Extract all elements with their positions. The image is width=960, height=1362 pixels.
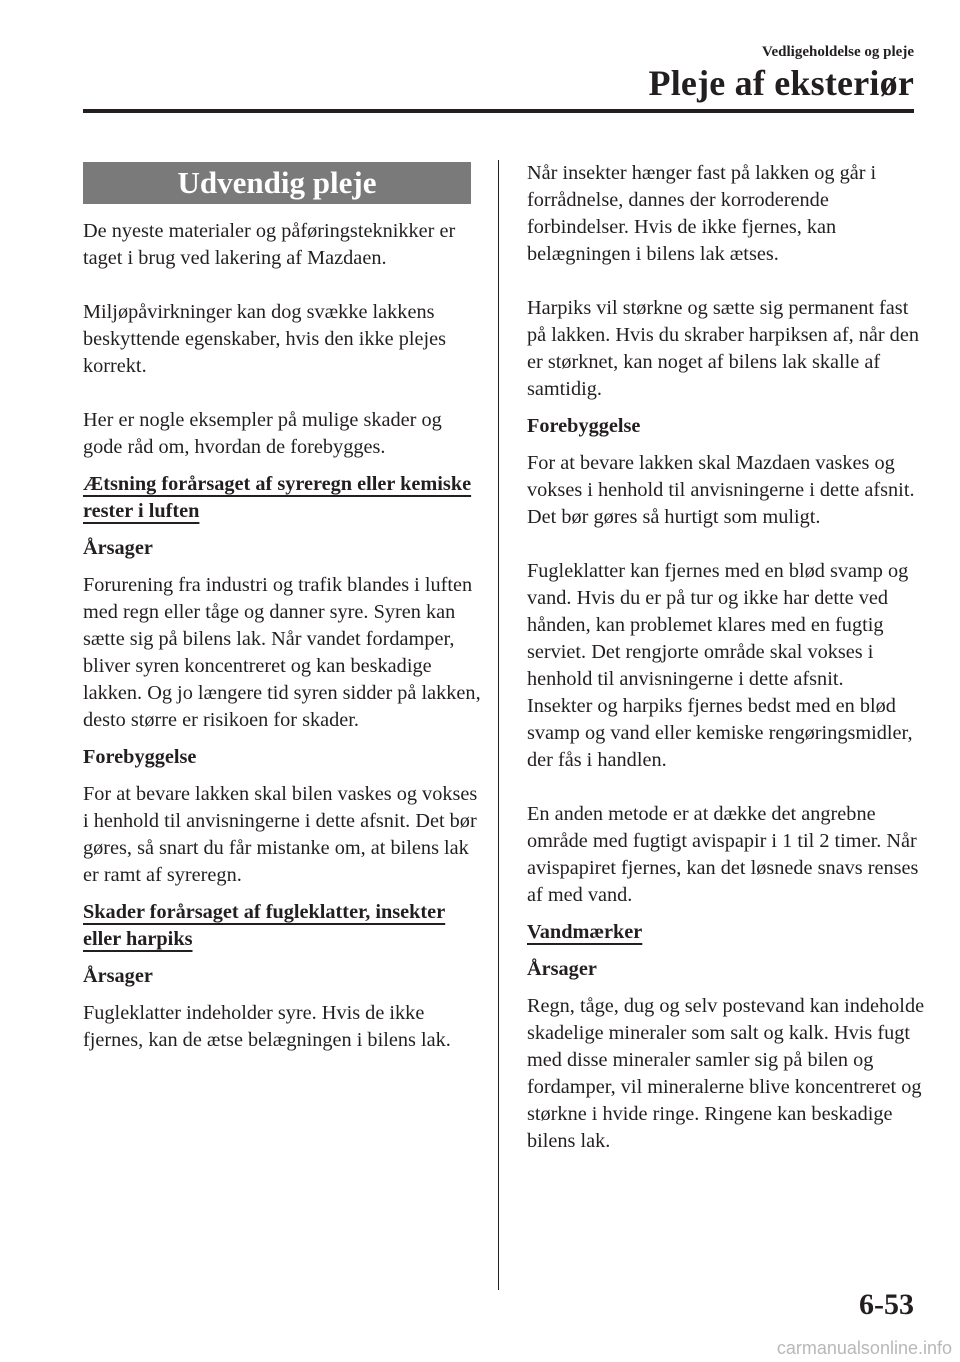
- causes-heading-3: Årsager: [527, 958, 597, 980]
- examples-paragraph: Her er nogle eksempler på mulige skader og gode råd om, hvordan de forebygges.: [83, 409, 442, 458]
- causes-heading-2: Årsager: [83, 965, 153, 987]
- water-causes-paragraph: Regn, tåge, dug og selv postevand kan indeholde skadelige mineraler som salt og kalk. Hvis fugt med disse mineraler samler sig på bilen og fordamper, vil mineralerne blive koncentreret og størkne i hvide ringe. Ringene kan beskadige bilens lak.: [527, 995, 925, 1152]
- bird-damage-heading: Skader forårsaget af fugleklatter, insekter eller harpiks: [83, 901, 446, 950]
- intro-paragraph: De nyeste materialer og påføringsteknikker er taget i brug ved lakering af Mazdaen.: [83, 220, 456, 269]
- environment-paragraph: Miljøpåvirkninger kan dog svække lakkens beskyttende egenskaber, hvis den ikke plejes korrekt.: [83, 301, 447, 377]
- prevention-heading: Forebyggelse: [83, 746, 197, 768]
- header-rule: [83, 109, 914, 113]
- insects-paragraph: Når insekter hænger fast på lakken og går i forrådnelse, dannes der korroderende forbindelser. Hvis de ikke fjernes, kan belægningen i bilens lak ætses.: [527, 162, 877, 265]
- section-label: Vedligeholdelse og pleje: [762, 44, 914, 60]
- causes-paragraph: Forurening fra industri og trafik blandes i luften med regn eller tåge og danner syre. Syren kan sætte sig på bilens lak. Når vandet fordamper, bliver syren koncentreret og kan beskadige lakken. Og jo længere tid syren sidder på lakken, desto større er risikoen for skader.: [83, 574, 481, 731]
- column-right: [527, 160, 927, 1155]
- prevention-paragraph: For at bevare lakken skal bilen vaskes og vokses i henhold til anvisningerne i dette afsnit. Det bør gøres, så snart du får mistanke om, at bilens lak er ramt af syreregn.: [83, 783, 478, 886]
- bird-causes-paragraph: Fugleklatter indeholder syre. Hvis de ikke fjernes, kan de ætse belægningen i bilens lak.: [83, 1002, 451, 1051]
- resin-paragraph: Harpiks vil størkne og sætte sig permanent fast på lakken. Hvis du skraber harpiksen af, når den er størknet, kan noget af bilens lak skalle af samtidig.: [527, 297, 919, 400]
- acid-rain-heading: Ætsning forårsaget af syreregn eller kemiske rester i luften: [83, 473, 472, 522]
- section-banner: Udvendig pleje: [83, 162, 471, 204]
- column-left: [83, 218, 483, 1054]
- prevention-paragraph-2: For at bevare lakken skal Mazdaen vaskes og vokses i henhold til anvisningerne i dette afsnit. Det bør gøres så hurtigt som muligt.: [527, 452, 915, 528]
- watermark: carmanualsonline.info: [776, 1338, 952, 1358]
- bird-removal-paragraph: Fugleklatter kan fjernes med en blød svamp og vand. Hvis du er på tur og ikke har dette ved hånden, kan problemet klares med en fugtig serviet. Det rengjorte område skal vokses i henhold til anvisningerne i dette afsnit.: [527, 560, 909, 690]
- column-divider: [498, 160, 499, 1290]
- prevention-heading-2: Forebyggelse: [527, 415, 641, 437]
- newspaper-method-paragraph: En anden metode er at dække det angrebne område med fugtigt avispapir i 1 til 2 timer. Når avispapiret fjernes, kan det løsnede snavs renses af med vand.: [527, 803, 919, 906]
- page-number: 6-53: [859, 1288, 914, 1321]
- insect-removal-paragraph: Insekter og harpiks fjernes bedst med en blød svamp og vand eller kemiske rengøringsmidler, der fås i handlen.: [527, 695, 913, 771]
- water-spots-heading: Vandmærker: [527, 921, 643, 943]
- page-title: Pleje af eksteriør: [648, 63, 914, 103]
- causes-heading: Årsager: [83, 537, 153, 559]
